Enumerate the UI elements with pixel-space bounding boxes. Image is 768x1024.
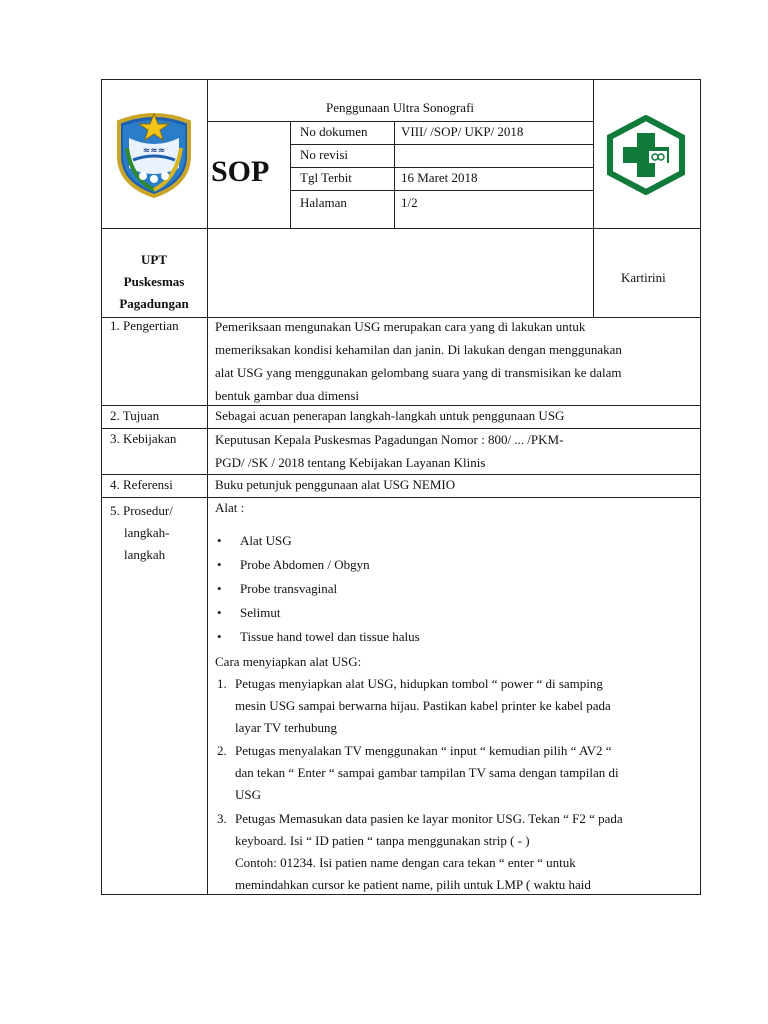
org-line-pagadungan: Pagadungan [119, 296, 189, 311]
text-line: PGD/ /SK / 2018 tentang Kebijakan Layanan Klinis [215, 455, 486, 470]
section-label-kebijakan: 3. Kebijakan [110, 431, 177, 446]
text-line: Pemeriksaan mengunakan USG merupakan cara yang di lakukan untuk [215, 319, 586, 334]
step-text [235, 673, 695, 739]
section-label-pengertian: 1. Pengertian [110, 318, 179, 333]
title-bottom-line [207, 121, 593, 122]
field-label-halaman: Halaman [300, 195, 347, 210]
section-label-referensi: 4. Referensi [110, 477, 173, 492]
procedure-step [217, 740, 695, 806]
text-line: keyboard. Isi “ ID patien “ tanpa menggunakan strip ( - ) [235, 833, 530, 848]
field-label-divider [290, 121, 291, 228]
table-border-right [700, 79, 701, 895]
text-line: Contoh: 01234. Isi patien name dengan cara tekan “ enter “ untuk [235, 855, 576, 870]
svg-text:≈≈≈: ≈≈≈ [142, 146, 166, 156]
tools-heading: Alat : [215, 500, 245, 515]
step-number: 3. [217, 811, 227, 826]
text-line: layar TV terhubung [235, 720, 338, 735]
field-value-divider [394, 121, 395, 228]
section-text-pengertian [215, 315, 695, 407]
field-value-halaman: 1/2 [401, 195, 418, 210]
table-border-top [101, 79, 701, 80]
step-text [235, 808, 695, 896]
field-row-line [290, 190, 593, 191]
text-line: Petugas Memasukan data pasien ke layar monitor USG. Tekan “ F2 “ pada [235, 811, 623, 826]
list-item: • Probe transvaginal [215, 577, 420, 601]
column-divider-left [207, 79, 208, 895]
column-divider-right [593, 79, 594, 317]
field-label-no-revisi: No revisi [300, 147, 349, 162]
section-row-line [101, 474, 701, 475]
section-label-tujuan: 2. Tujuan [110, 408, 160, 423]
list-item: • Alat USG [215, 529, 420, 553]
list-item: • Tissue hand towel dan tissue halus [215, 625, 420, 649]
text-line: USG [235, 787, 262, 802]
text-line: memindahkan cursor ke patient name, pilih untuk LMP ( waktu haid [235, 877, 591, 892]
field-row-line [290, 167, 593, 168]
text-line: Petugas menyiapkan alat USG, hidupkan tombol “ power “ di samping [235, 676, 603, 691]
text-line: mesin USG sampai berwarna hijau. Pastikan kabel printer ke kabel pada [235, 698, 611, 713]
puskesmas-cross-icon [605, 115, 687, 195]
procedure-step [217, 808, 695, 896]
text-line: Keputusan Kepala Puskesmas Pagadungan Nomor : 800/ ... /PKM- [215, 432, 564, 447]
text-line: alat USG yang menggunakan gelombang suara yang di transmisikan ke dalam [215, 365, 622, 380]
field-value-tgl-terbit: 16 Maret 2018 [401, 170, 478, 185]
field-row-line [290, 144, 593, 145]
section-label-prosedur-line2: langkah- [124, 525, 170, 540]
step-number: 1. [217, 676, 227, 691]
section-row-line [101, 497, 701, 498]
field-label-no-dokumen: No dokumen [300, 124, 368, 139]
text-line: memeriksakan kondisi kehamilan dan janin. Di lakukan dengan menggunakan [215, 342, 622, 357]
sop-label: SOP [211, 155, 270, 188]
procedure-step [217, 673, 695, 739]
list-item: • Probe Abdomen / Obgyn [215, 553, 420, 577]
tools-list [215, 529, 420, 649]
section-label-prosedur: 5. Prosedur/ [110, 503, 173, 518]
field-label-tgl-terbit: Tgl Terbit [300, 170, 352, 185]
table-border-left [101, 79, 102, 895]
org-line-upt: UPT [141, 252, 167, 267]
section-text-kebijakan [215, 428, 695, 474]
field-value-no-dokumen: VIII/ /SOP/ UKP/ 2018 [401, 124, 524, 139]
text-line: dan tekan “ Enter “ sampai gambar tampilan TV sama dengan tampilan di [235, 765, 619, 780]
list-item: • Selimut [215, 601, 420, 625]
org-line-puskesmas: Puskesmas [123, 274, 185, 289]
section-text-referensi: Buku petunjuk penggunaan alat USG NEMIO [215, 477, 456, 492]
regency-emblem-icon [113, 108, 195, 198]
section-text-tujuan: Sebagai acuan penerapan langkah-langkah untuk penggunaan USG [215, 408, 565, 423]
text-line: Petugas menyalakan TV menggunakan “ input “ kemudian pilih “ AV2 “ [235, 743, 612, 758]
step-text [235, 740, 695, 806]
prep-heading: Cara menyiapkan alat USG: [215, 654, 362, 669]
text-line: bentuk gambar dua dimensi [215, 388, 360, 403]
step-number: 2. [217, 743, 227, 758]
header-bottom-line [101, 228, 701, 229]
section-label-prosedur-line3: langkah [124, 547, 166, 562]
document-title: Penggunaan Ultra Sonografi [325, 100, 475, 115]
signatory-name: Kartirini [621, 270, 666, 285]
